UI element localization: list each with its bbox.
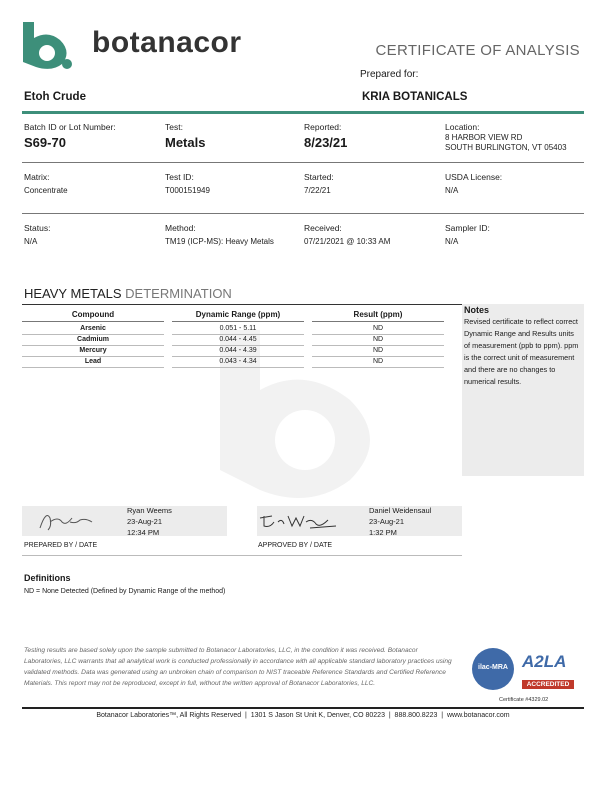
batch-value: S69-70: [24, 135, 66, 150]
footer-text: Botanacor Laboratories™, All Rights Reserved | 1301 S Jason St Unit K, Denver, CO 80223 | 888.800.8223 | www.botanacor.com: [96, 712, 510, 719]
approved-by-label: APPROVED BY / DATE: [258, 542, 333, 549]
usda-label: USDA License:: [445, 172, 503, 182]
test-label: Test:: [165, 122, 183, 132]
section-title-bold: HEAVY METALS: [24, 286, 122, 301]
approved-name: Daniel Weidensaul: [369, 506, 432, 515]
result-cell: ND: [312, 357, 444, 368]
method-label: Method:: [165, 223, 196, 233]
table-header-line-3: [312, 321, 444, 322]
test-id-label: Test ID:: [165, 172, 194, 182]
started-value: 7/22/21: [304, 186, 331, 195]
footer-divider: [22, 707, 584, 709]
approved-date: 23-Aug-21: [369, 517, 405, 526]
signature-divider: [22, 555, 462, 556]
compound-cell: Arsenic: [22, 324, 164, 335]
range-cell: 0.044 - 4.45: [172, 335, 304, 346]
document-title: CERTIFICATE OF ANALYSIS: [375, 42, 580, 59]
received-label: Received:: [304, 223, 342, 233]
location-line1: 8 HARBOR VIEW RD: [445, 133, 523, 142]
approved-signature-icon: [258, 510, 338, 532]
sampler-label: Sampler ID:: [445, 223, 490, 233]
ilac-badge-label: ilac-MRA: [478, 664, 508, 671]
received-value: 07/21/2021 @ 10:33 AM: [304, 237, 391, 246]
range-cell: 0.043 - 4.34: [172, 357, 304, 368]
section-divider: [22, 304, 462, 305]
prepared-name: Ryan Weems: [127, 506, 172, 515]
product-name: Etoh Crude: [24, 91, 86, 103]
col-header-range: Dynamic Range (ppm): [195, 310, 281, 319]
prepared-by-label: PREPARED BY / DATE: [24, 542, 98, 549]
result-cell: ND: [312, 324, 444, 335]
col-header-compound: Compound: [71, 310, 115, 319]
metals-table: [22, 324, 444, 368]
brand-name: botanacor: [92, 26, 242, 59]
reported-value: 8/23/21: [304, 135, 348, 150]
table-header-line-2: [172, 321, 304, 322]
info-divider-1: [22, 162, 584, 163]
started-label: Started:: [304, 172, 334, 182]
matrix-value: Concentrate: [24, 186, 68, 195]
table-row: [22, 346, 444, 357]
prepared-time: 12:34 PM: [127, 528, 160, 537]
table-row: [22, 357, 444, 368]
accredited-badge: ACCREDITED: [522, 680, 574, 689]
a2la-logo: A2LA: [522, 652, 567, 671]
header-divider: [22, 111, 584, 114]
compound-cell: Lead: [22, 357, 164, 368]
prepared-date: 23-Aug-21: [127, 517, 163, 526]
section-title-light: DETERMINATION: [125, 286, 232, 301]
disclaimer-text: Testing results are based solely upon the sample submitted to Botanacor Laboratories, LLC, in the condition it was received. Botanacor Laboratories, LLC warrants that all analytical work is conducted professionally in accordance with all applicable standard laboratory practices using validated methods. Data was generated using an unbroken chain of comparison to NIST traceable Reference Standards and Certified Reference Materials. This report may not be reproduced, except in full, without the written approval of Botanacor Laboratories, LLC.: [24, 647, 452, 687]
certificate-number: Certificate #4329.02: [499, 697, 549, 703]
approved-time: 1:32 PM: [369, 528, 397, 537]
table-row: [22, 324, 444, 335]
info-divider-2: [22, 213, 584, 214]
reported-label: Reported:: [304, 122, 342, 132]
notes-box: [462, 304, 584, 476]
table-header-line-1: [22, 321, 164, 322]
table-row: [22, 335, 444, 346]
matrix-label: Matrix:: [24, 172, 50, 182]
status-value: N/A: [24, 237, 38, 246]
client-name: KRIA BOTANICALS: [362, 91, 468, 103]
location-line2: SOUTH BURLINGTON, VT 05403: [445, 143, 567, 152]
result-cell: ND: [312, 335, 444, 346]
location-label: Location:: [445, 122, 480, 132]
definitions-title: Definitions: [24, 573, 71, 583]
sampler-value: N/A: [445, 237, 459, 246]
prepared-signature-icon: [36, 508, 96, 534]
method-value: TM19 (ICP-MS): Heavy Metals: [165, 237, 274, 246]
notes-body: Revised certificate to reflect correct Dynamic Range and Results units of measurement (ppb to ppm). ppm is the correct unit of measurement and there are no changes to numerical results.: [464, 317, 579, 386]
usda-value: N/A: [445, 186, 459, 195]
range-cell: 0.044 - 4.39: [172, 346, 304, 357]
compound-cell: Mercury: [22, 346, 164, 357]
section-title: [24, 286, 232, 301]
definitions-nd: ND = None Detected (Defined by Dynamic Range of the method): [24, 588, 226, 595]
batch-label: Batch ID or Lot Number:: [24, 122, 116, 132]
col-header-result: Result (ppm): [353, 310, 403, 319]
botanacor-logo-icon: [20, 20, 75, 70]
test-value: Metals: [165, 135, 206, 150]
compound-cell: Cadmium: [22, 335, 164, 346]
status-label: Status:: [24, 223, 51, 233]
prepared-for-label: Prepared for:: [360, 69, 419, 80]
notes-title: Notes: [464, 305, 490, 315]
range-cell: 0.051 - 5.11: [172, 324, 304, 335]
test-id-value: T000151949: [165, 186, 210, 195]
result-cell: ND: [312, 346, 444, 357]
